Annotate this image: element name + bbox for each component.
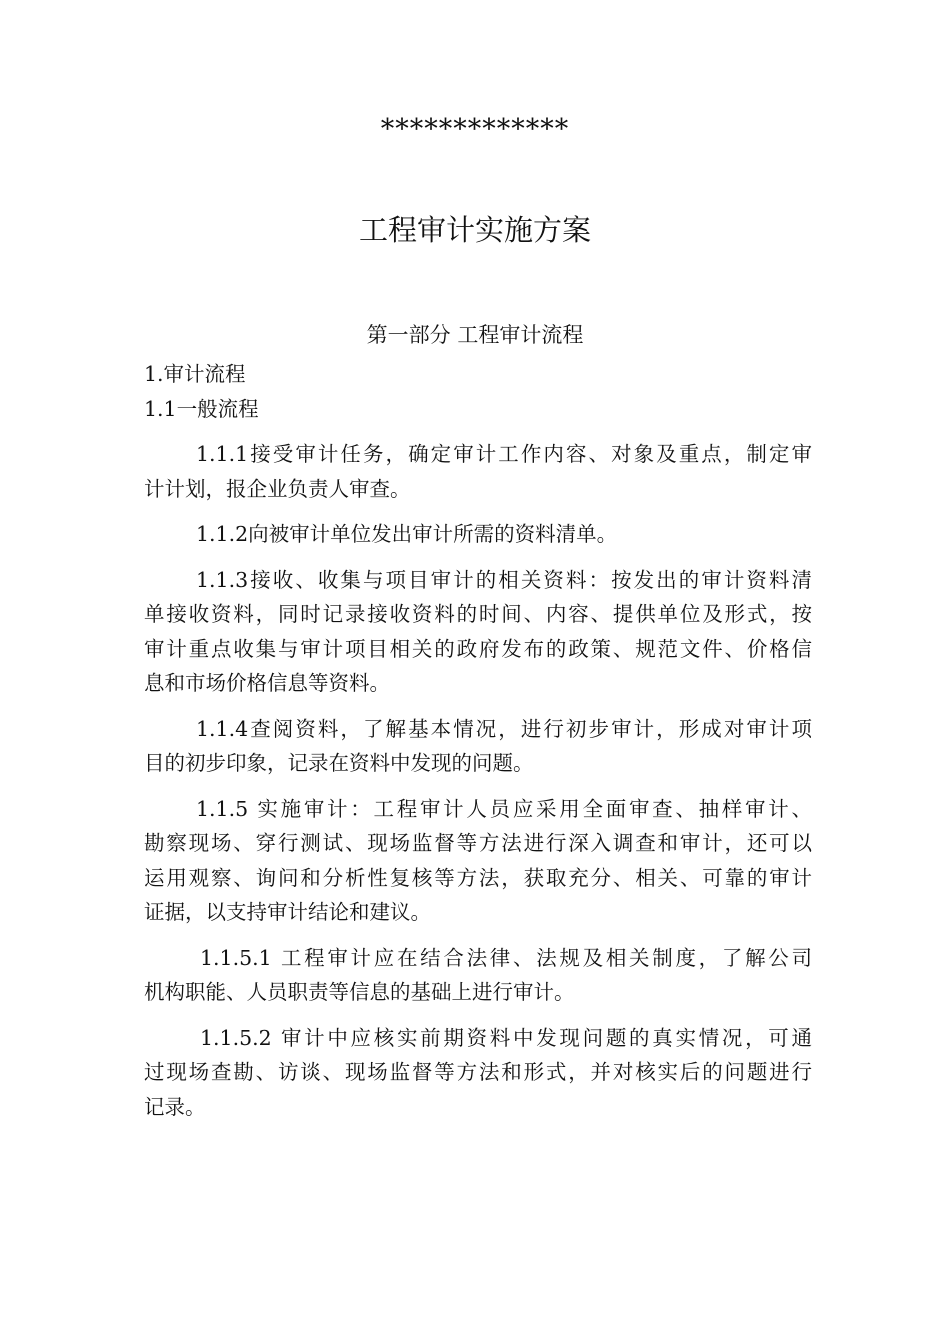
- paragraph-1-1-3: [144, 563, 812, 701]
- header-stars: *************: [380, 114, 570, 145]
- document-body: [144, 357, 812, 1135]
- paragraph-line: 1.1.4查阅资料，了解基本情况，进行初步审计，形成对审计项: [196, 716, 812, 741]
- paragraph-line: 1.1.5 实施审计：工程审计人员应采用全面审查、抽样审计、: [196, 796, 812, 821]
- paragraph-line: 目的初步印象，记录在资料中发现的问题。: [144, 751, 534, 775]
- paragraph-line: 1.1.5.1 工程审计应在结合法律、法规及相关制度，了解公司: [200, 945, 812, 970]
- paragraph-line: 1.1.1接受审计任务，确定审计工作内容、对象及重点，制定审: [196, 442, 812, 466]
- paragraph-1-1-5: [144, 792, 812, 930]
- paragraph-line: 审计重点收集与审计项目相关的政府发布的政策、规范文件、价格信: [144, 636, 812, 661]
- paragraph-line: 息和市场价格信息等资料。: [144, 671, 390, 695]
- paragraph-line: 证据，以支持审计结论和建议。: [144, 900, 431, 924]
- paragraph-1-1-2: [144, 517, 812, 552]
- paragraph-line: 计计划，报企业负责人审查。: [144, 476, 411, 501]
- heading-level-1: 1.审计流程: [144, 362, 246, 386]
- paragraph-line: 过现场查勘、访谈、现场监督等方法和形式，并对核实后的问题进行: [144, 1060, 812, 1084]
- paragraph-line: 运用观察、询问和分析性复核等方法，获取充分、相关、可靠的审计: [144, 865, 812, 890]
- document-title: 工程审计实施方案: [358, 213, 591, 247]
- paragraph-line: 记录。: [144, 1094, 206, 1119]
- heading-level-2: 1.1一般流程: [144, 396, 259, 421]
- paragraph-1-1-1: [144, 437, 812, 506]
- paragraph-1-1-5-2: [144, 1021, 812, 1125]
- paragraph-line: 1.1.5.2 审计中应核实前期资料中发现问题的真实情况，可通: [200, 1025, 812, 1050]
- paragraph-line: 1.1.2向被审计单位发出审计所需的资料清单。: [196, 522, 618, 546]
- paragraph-1-1-4: [144, 712, 812, 781]
- paragraph-line: 机构职能、人员职责等信息的基础上进行审计。: [144, 980, 575, 1004]
- paragraph-line: 勘察现场、穿行测试、现场监督等方法进行深入调查和审计，还可以: [144, 831, 812, 855]
- part-title: 第一部分 工程审计流程: [366, 323, 584, 347]
- paragraph-line: 单接收资料，同时记录接收资料的时间、内容、提供单位及形式，按: [144, 602, 812, 626]
- paragraph-line: 1.1.3接收、收集与项目审计的相关资料：按发出的审计资料清: [196, 567, 812, 592]
- paragraph-1-1-5-1: [144, 941, 812, 1010]
